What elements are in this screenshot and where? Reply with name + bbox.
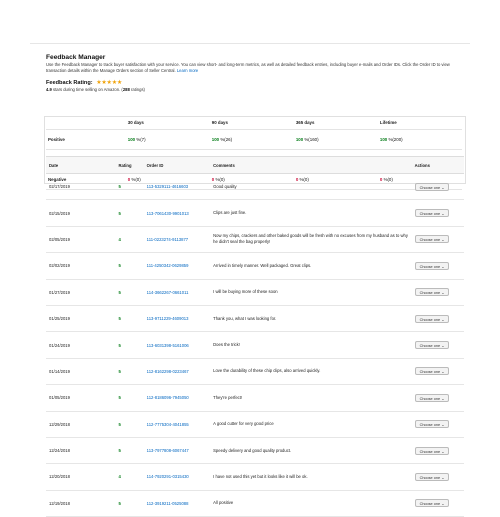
- feedback-actions-cell: [412, 385, 464, 411]
- summary-count: %(0): [214, 177, 225, 182]
- order-id-link[interactable]: 111-4250342-0629859: [146, 263, 189, 269]
- action-select[interactable]: [415, 499, 449, 507]
- feedback-order-cell: [144, 174, 210, 200]
- order-id-link[interactable]: 113-6031398-5161006: [146, 342, 189, 348]
- rating-score: 4.9: [46, 87, 52, 92]
- feedback-date: 01/05/2019: [46, 385, 115, 411]
- feedback-comment: Love the durability of these chip clips, also arrived quickly.: [210, 358, 411, 384]
- feedback-comment: Clips are just fine.: [210, 200, 411, 226]
- action-select[interactable]: [415, 262, 449, 270]
- order-id-link[interactable]: 113-5329111-4616603: [146, 184, 189, 190]
- star-icon: ★★★★★: [96, 80, 123, 86]
- action-select[interactable]: [415, 183, 449, 191]
- feedback-rating: 5: [115, 305, 143, 331]
- summary-percent: 0: [127, 177, 131, 182]
- feedback-rating: 5: [115, 332, 143, 358]
- order-id-link[interactable]: 114-3662267-0661011: [146, 289, 189, 295]
- order-id-link[interactable]: 113-9711229-4609013: [146, 316, 189, 322]
- feedback-date: 12/29/2018: [46, 411, 115, 437]
- feedback-date: 01/25/2019: [46, 305, 115, 331]
- description-text: Use the Feedback Manager to track buyer satisfaction with your service. You can view short- and long-term metrics, as well as detailed feedback entries, including buyer e-mails and Order IDs. Click the Order ID to view transaction details within the Manage Orders section of Seller Central.: [46, 62, 450, 73]
- summary-col-header: 30 days: [126, 116, 210, 130]
- action-select[interactable]: [415, 367, 449, 375]
- feedback-comment: I have not used this yet but it looks like it will be ok.: [210, 464, 411, 490]
- feedback-actions-cell: [412, 358, 464, 384]
- summary-row-label: Positive: [46, 130, 126, 150]
- action-select-label: Choose one: [419, 317, 441, 322]
- feedback-date: 12/19/2018: [46, 490, 115, 516]
- summary-cell: [126, 130, 210, 150]
- chevron-down-icon: ⌄: [441, 422, 445, 428]
- table-row: [46, 253, 464, 279]
- summary-col-header: Lifetime: [378, 116, 462, 130]
- feedback-order-cell: [144, 200, 210, 226]
- table-row: [46, 226, 464, 252]
- feedback-comment: I will be buying more of these soon: [210, 279, 411, 305]
- summary-cell: [294, 130, 378, 150]
- summary-percent: 100: [211, 137, 220, 142]
- table-row: [46, 332, 464, 358]
- action-select-label: Choose one: [419, 238, 441, 243]
- summary-row-label: Negative: [46, 170, 126, 190]
- learn-more-link[interactable]: Learn more: [176, 68, 199, 73]
- feedback-order-cell: [144, 437, 210, 463]
- feedback-actions-cell: [412, 332, 464, 358]
- rating-text-before: stars during time selling on Amazon. (: [51, 87, 123, 92]
- feedback-date: 02/15/2019: [46, 200, 115, 226]
- feedback-rating: 4: [115, 464, 143, 490]
- table-row: [46, 358, 464, 384]
- feedback-actions-cell: [412, 253, 464, 279]
- action-select-label: Choose one: [419, 185, 441, 190]
- action-select[interactable]: [415, 315, 449, 323]
- summary-col-header: 365 days: [294, 116, 378, 130]
- chevron-down-icon: ⌄: [441, 184, 445, 190]
- feedback-actions-cell: [412, 305, 464, 331]
- summary-percent: 0: [379, 177, 383, 182]
- feedback-order-cell: [144, 332, 210, 358]
- order-id-link[interactable]: 112-8162298-0223467: [146, 368, 189, 374]
- feedback-actions-cell: [412, 411, 464, 437]
- feedback-actions-cell: [412, 437, 464, 463]
- feedback-comment: Speedy delivery and good quality product.: [210, 437, 411, 463]
- chevron-down-icon: ⌄: [441, 448, 445, 454]
- feedback-comment: Arrived in timely manner. Well packaged. Great clips.: [210, 253, 411, 279]
- feedback-order-cell: [144, 305, 210, 331]
- feedback-order-cell: [144, 226, 210, 252]
- feedback-rating-label: Feedback Rating:: [46, 80, 93, 86]
- feedback-date: 02/02/2019: [46, 253, 115, 279]
- order-id-link[interactable]: 112-7775304-4041855: [146, 421, 189, 427]
- summary-count: %(26): [219, 137, 233, 142]
- rating-count: 288: [122, 87, 130, 92]
- feedback-order-cell: [144, 411, 210, 437]
- action-select-label: Choose one: [419, 423, 441, 428]
- feedback-date: 01/24/2019: [46, 332, 115, 358]
- action-select-label: Choose one: [419, 212, 441, 217]
- summary-percent: 0: [295, 177, 299, 182]
- action-select-label: Choose one: [419, 449, 441, 454]
- action-select[interactable]: [415, 288, 449, 296]
- table-row: [46, 174, 464, 200]
- feedback-order-cell: [144, 385, 210, 411]
- feedback-actions-cell: [412, 174, 464, 200]
- summary-percent: 0: [211, 177, 215, 182]
- table-row: [46, 464, 464, 490]
- summary-count: %(7): [135, 137, 146, 142]
- feedback-order-cell: [144, 490, 210, 516]
- chevron-down-icon: ⌄: [441, 343, 445, 349]
- order-id-link[interactable]: 112-3919211-0525088: [146, 500, 189, 506]
- chevron-down-icon: ⌄: [441, 316, 445, 322]
- summary-percent: 100: [379, 137, 388, 142]
- feedback-date: 12/20/2018: [46, 464, 115, 490]
- feedback-date: 02/05/2019: [46, 226, 115, 252]
- action-select-label: Choose one: [419, 344, 441, 349]
- feedback-rating: 5: [115, 200, 143, 226]
- chevron-down-icon: ⌄: [441, 237, 445, 243]
- action-select-label: Choose one: [419, 264, 441, 269]
- order-id-link[interactable]: 113-7061430-9901013: [146, 210, 189, 216]
- chevron-down-icon: ⌄: [441, 211, 445, 217]
- summary-row-positive: [46, 130, 462, 150]
- order-id-link[interactable]: 111-0223274-9113877: [146, 236, 189, 242]
- table-row: [46, 279, 464, 305]
- feedback-rating: 5: [115, 279, 143, 305]
- feedback-comment: Thank you, what I was looking for.: [210, 305, 411, 331]
- action-select[interactable]: [415, 394, 449, 402]
- feedback-date: 12/24/2018: [46, 437, 115, 463]
- summary-percent: 100: [295, 137, 304, 142]
- chevron-down-icon: ⌄: [441, 369, 445, 375]
- action-select[interactable]: [415, 235, 449, 243]
- action-select[interactable]: [415, 420, 449, 428]
- feedback-table: [46, 156, 464, 517]
- page-description: [46, 62, 466, 74]
- table-row: [46, 490, 464, 516]
- feedback-actions-cell: [412, 279, 464, 305]
- action-select[interactable]: [415, 447, 449, 455]
- summary-count: %(160): [303, 137, 319, 142]
- feedback-actions-cell: [412, 200, 464, 226]
- action-select-label: Choose one: [419, 370, 441, 375]
- feedback-rating: 5: [115, 411, 143, 437]
- feedback-date: 02/17/2019: [46, 174, 115, 200]
- feedback-date: 01/27/2019: [46, 279, 115, 305]
- action-select-label: Choose one: [419, 291, 441, 296]
- table-row: [46, 385, 464, 411]
- summary-cell: [378, 130, 462, 150]
- chevron-down-icon: ⌄: [441, 395, 445, 401]
- feedback-header-row: [46, 157, 464, 174]
- order-id-link[interactable]: 113-7977808-6067447: [146, 448, 189, 454]
- feedback-comment: They're perfect!: [210, 385, 411, 411]
- top-divider: [30, 43, 470, 44]
- table-row: [46, 305, 464, 331]
- table-row: [46, 411, 464, 437]
- chevron-down-icon: ⌄: [441, 290, 445, 296]
- rating-column-header[interactable]: Rating: [115, 157, 143, 174]
- comments-column-header: Comments: [210, 157, 411, 174]
- chevron-down-icon: ⌄: [441, 263, 445, 269]
- order-id-link[interactable]: 114-7920291-0315430: [146, 474, 189, 480]
- feedback-rating: 5: [115, 253, 143, 279]
- feedback-order-cell: [144, 358, 210, 384]
- feedback-rating: 5: [115, 437, 143, 463]
- feedback-rating: 5: [115, 385, 143, 411]
- summary-count: %(0): [298, 177, 309, 182]
- summary-percent: 100: [127, 137, 136, 142]
- summary-header-row: [46, 116, 462, 130]
- feedback-comment: Does the trick!: [210, 332, 411, 358]
- table-row: [46, 200, 464, 226]
- feedback-comment: All positive: [210, 490, 411, 516]
- feedback-order-cell: [144, 464, 210, 490]
- feedback-comment: Now my chips, crackers and other baked goods will be fresh with no excuses from my husband as to why he didn't seal the bag properly!: [210, 226, 411, 252]
- feedback-actions-cell: [412, 464, 464, 490]
- actions-column-header: Actions: [412, 157, 464, 174]
- summary-count: %(0): [130, 177, 141, 182]
- feedback-actions-cell: [412, 490, 464, 516]
- action-select-label: Choose one: [419, 475, 441, 480]
- chevron-down-icon: ⌄: [441, 474, 445, 480]
- table-row: [46, 437, 464, 463]
- chevron-down-icon: ⌄: [441, 501, 445, 507]
- page-title: Feedback Manager: [46, 54, 106, 61]
- summary-count: %(0): [382, 177, 393, 182]
- action-select[interactable]: [415, 209, 449, 217]
- feedback-comment: A good cutter for very good price: [210, 411, 411, 437]
- feedback-order-cell: [144, 279, 210, 305]
- rating-text-after: ratings): [129, 87, 145, 92]
- action-select[interactable]: [415, 341, 449, 349]
- date-column-header[interactable]: Date: [46, 157, 115, 174]
- feedback-rating: 5: [115, 358, 143, 384]
- summary-col-header: 90 days: [210, 116, 294, 130]
- summary-cell: [210, 130, 294, 150]
- feedback-rating-heading: [46, 79, 122, 86]
- feedback-order-cell: [144, 253, 210, 279]
- feedback-rating: 5: [115, 174, 143, 200]
- action-select[interactable]: [415, 473, 449, 481]
- feedback-date: 01/14/2019: [46, 358, 115, 384]
- feedback-actions-cell: [412, 226, 464, 252]
- action-select-label: Choose one: [419, 502, 441, 507]
- action-select-label: Choose one: [419, 396, 441, 401]
- order-column-header: Order ID: [144, 157, 210, 174]
- order-id-link[interactable]: 112-8186096-7945050: [146, 395, 189, 401]
- summary-header-empty: [46, 116, 126, 130]
- feedback-comment: Good quality: [210, 174, 411, 200]
- feedback-rating: 5: [115, 490, 143, 516]
- feedback-rating: 4: [115, 226, 143, 252]
- summary-count: %(200): [387, 137, 403, 142]
- feedback-rating-summary: [46, 87, 145, 92]
